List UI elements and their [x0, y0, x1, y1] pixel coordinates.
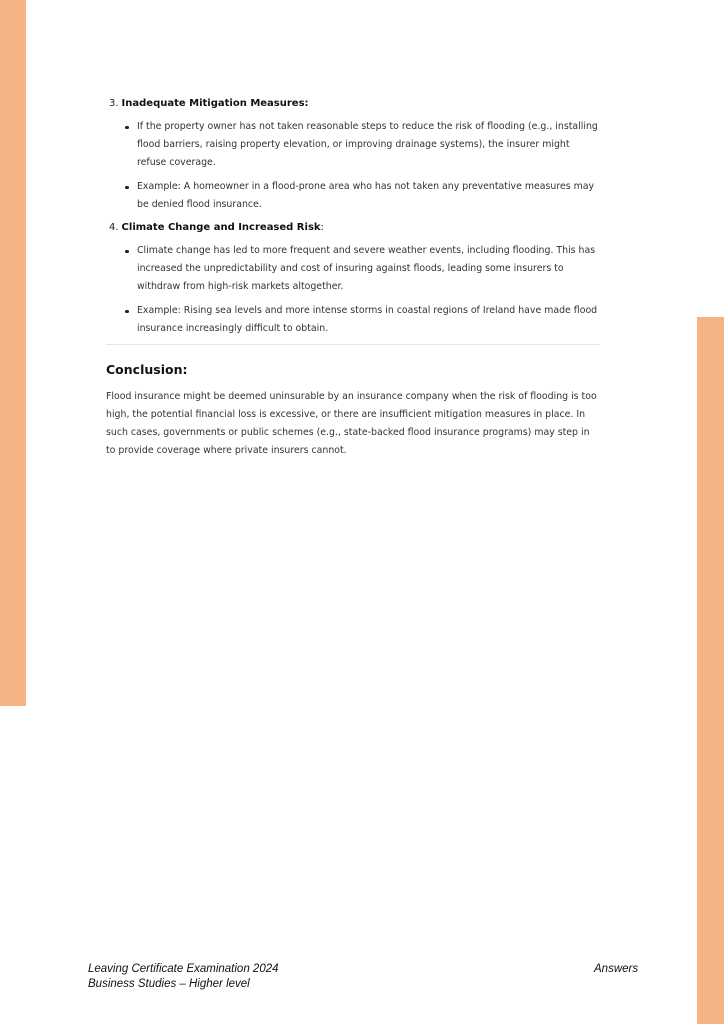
bullet-point — [106, 178, 600, 214]
footer-exam-info — [88, 962, 279, 992]
bullet-dot-icon — [125, 126, 129, 130]
list-item-title-suffix: : — [320, 222, 324, 233]
footer-subject-level: Business Studies – Higher level — [88, 978, 250, 990]
conclusion-heading: Conclusion: — [106, 362, 188, 377]
bullet-text: If the property owner has not taken reasonable steps to reduce the risk of flooding (e.g., installing flood barriers, raising property elevation, or improving drainage systems), the insurer might refuse coverage. — [137, 121, 598, 168]
bullet-dot-icon — [125, 310, 129, 314]
list-item-4-heading — [109, 220, 600, 236]
footer-exam-title: Leaving Certificate Examination 2024 — [88, 963, 279, 975]
bullet-list-item-3 — [106, 118, 600, 214]
list-item-title: Inadequate Mitigation Measures: — [121, 98, 309, 109]
right-accent-band — [697, 317, 724, 1024]
footer-answers-label: Answers — [594, 963, 639, 975]
conclusion-paragraph: Flood insurance might be deemed uninsurable by an insurance company when the risk of flooding is too high, the potential financial loss is excessive, or there are insufficient mitigation measures in place. In such cases, governments or public schemes (e.g., state-backed flood insurance programs) may step in to provide coverage where private insurers cannot. — [106, 391, 597, 456]
bullet-point — [106, 302, 600, 338]
bullet-text: Climate change has led to more frequent and severe weather events, including flooding. This has increased the unpredictability and cost of insuring against floods, leading some insurers to withdraw from high-risk markets altogether. — [137, 245, 596, 292]
list-item-number: 3. — [109, 98, 119, 109]
answer-content — [106, 96, 600, 460]
bullet-text: Example: A homeowner in a flood-prone area who has not taken any preventative measures may be denied flood insurance. — [137, 181, 595, 210]
list-item-number: 4. — [109, 222, 119, 233]
bullet-point — [106, 242, 600, 296]
left-accent-band — [0, 0, 26, 706]
bullet-dot-icon — [125, 186, 129, 190]
bullet-point — [106, 118, 600, 172]
section-divider — [106, 344, 600, 345]
bullet-dot-icon — [125, 250, 129, 254]
list-item-title: Climate Change and Increased Risk — [121, 222, 321, 233]
bullet-text: Example: Rising sea levels and more intense storms in coastal regions of Ireland have made flood insurance increasingly difficult to obtain. — [137, 305, 598, 334]
bullet-list-item-4 — [106, 242, 600, 338]
list-item-3-heading — [109, 96, 600, 112]
